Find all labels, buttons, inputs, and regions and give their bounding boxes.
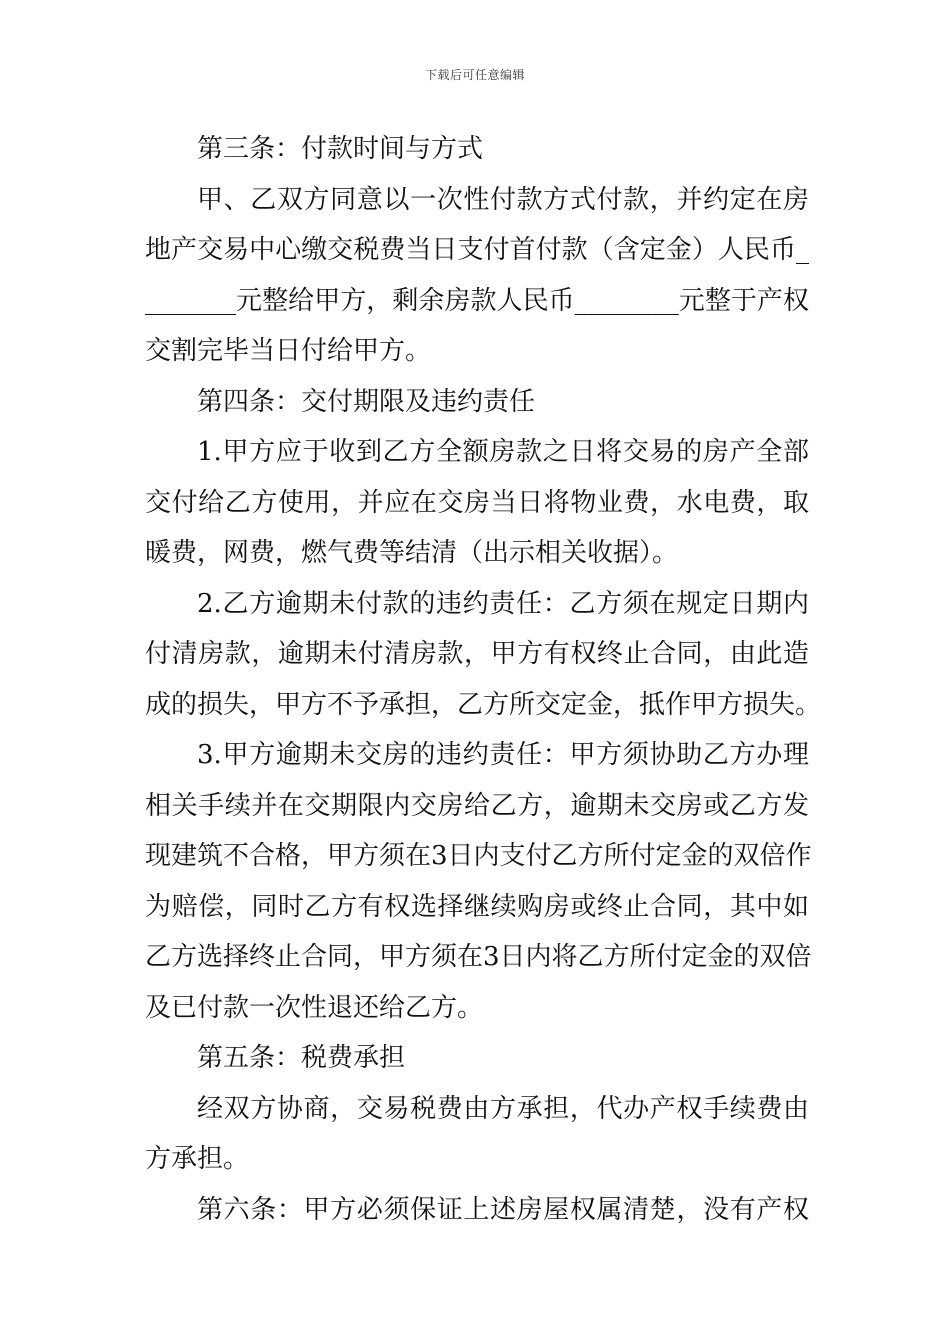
- text-line: 3.甲方逾期未交房的违约责任：甲方须协助乙方办理: [197, 740, 809, 770]
- text-line: 乙方选择终止合同，甲方须在3日内将乙方所付定金的双倍: [145, 942, 812, 972]
- text-line: 第五条：税费承担: [197, 1043, 406, 1073]
- page-header-note: 下载后可任意编辑: [424, 68, 525, 82]
- text-line: 暖费，网费，燃气费等结清（出示相关收据）。: [145, 538, 679, 568]
- text-line: 现建筑不合格，甲方须在3日内支付乙方所付定金的双倍作: [145, 841, 812, 871]
- text-line: 2.乙方逾期未付款的违约责任：乙方须在规定日期内: [197, 588, 809, 619]
- text-line: 1.甲方应于收到乙方全额房款之日将交易的房产全部: [197, 437, 809, 467]
- document-body: [145, 124, 822, 1235]
- text-line: 地产交易中心缴交税费当日支付首付款（含定金）人民币_: [145, 235, 809, 265]
- text-line: 方承担。: [145, 1144, 250, 1174]
- text-line: 交割完毕当日付给甲方。: [145, 336, 432, 366]
- text-line: 甲、乙双方同意以一次性付款方式付款，并约定在房: [197, 184, 809, 215]
- text-line: 为赔偿，同时乙方有权选择继续购房或终止合同，其中如: [145, 891, 809, 922]
- text-line: 及已付款一次性退还给乙方。: [145, 992, 484, 1023]
- text-line: 经双方协商，交易税费由方承担，代办产权手续费由: [197, 1093, 809, 1124]
- text-line: 相关手续并在交期限内交房给乙方，逾期未交房或乙方发: [145, 790, 809, 821]
- text-line: 交付给乙方使用，并应在交房当日将物业费，水电费，取: [145, 487, 809, 518]
- text-line: 成的损失，甲方不予承担，乙方所交定金，抵作甲方损失。: [145, 689, 822, 720]
- text-line: 第六条：甲方必须保证上述房屋权属清楚，没有产权: [197, 1194, 809, 1225]
- text-line: 第三条：付款时间与方式: [197, 134, 484, 164]
- text-line: 付清房款，逾期未付清房款，甲方有权终止合同，由此造: [145, 639, 809, 669]
- text-line: 第四条：交付期限及违约责任: [197, 386, 536, 417]
- text-line: _______元整给甲方，剩余房款人民币________元整于产权: [145, 285, 809, 316]
